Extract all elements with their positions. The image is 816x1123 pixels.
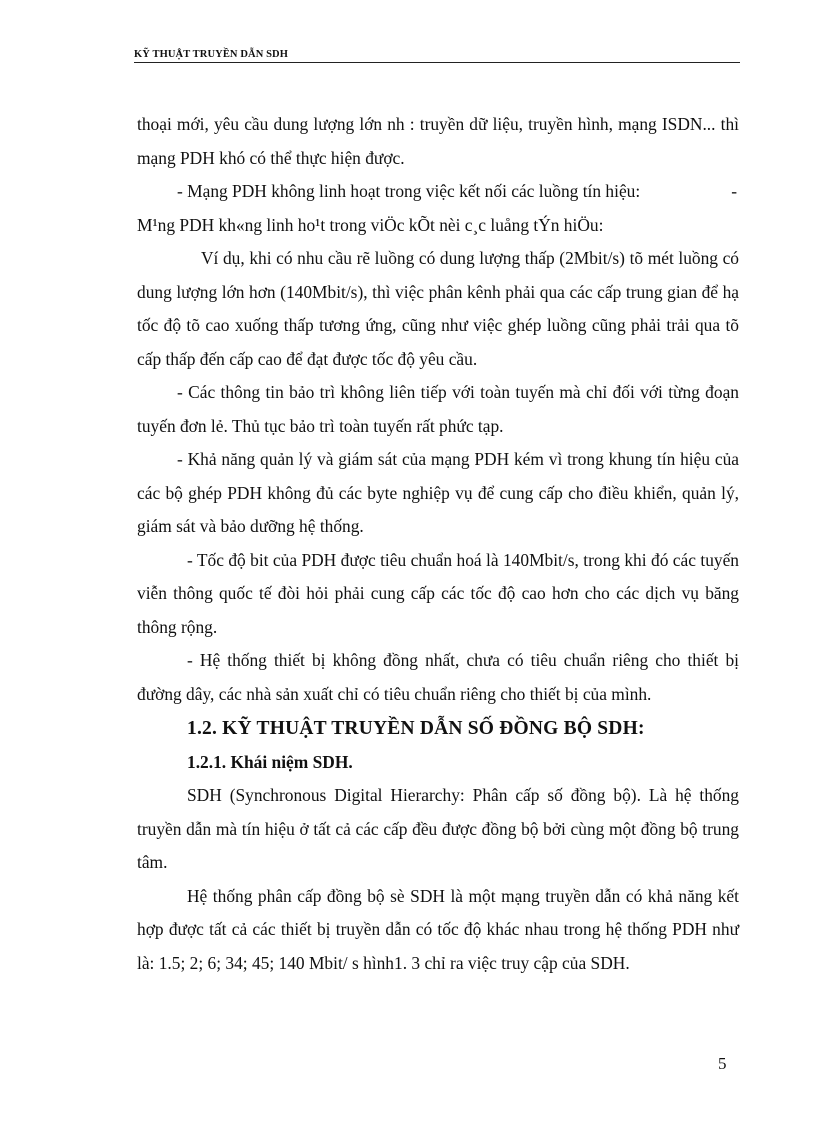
- trailing-dash: -: [731, 181, 737, 201]
- page-number: 5: [718, 1054, 727, 1073]
- subsection-heading: 1.2.1. Khái niệm SDH.: [187, 752, 353, 772]
- document-body: [137, 108, 739, 980]
- section-heading: 1.2. KỸ THUẬT TRUYỀN DẪN SỐ ĐỒNG BỘ SDH:: [187, 718, 645, 739]
- page-header: [134, 46, 740, 63]
- paragraph-management: - Khả năng quản lý và giám sát của mạng PDH kém vì trong khung tín hiệu của các bộ ghép PDH không đủ các byte nghiệp vụ để cung cấp cho điều khiển, quản lý, giám sát và bảo dưỡng hệ thống.: [137, 449, 739, 536]
- paragraph-example: Ví dụ, khi có nhu cầu rẽ luồng có dung lượng thấp (2Mbit/s) tõ mét luồng có dung lượng lớn hơn (140Mbit/s), thì việc phân kênh phải qua các cấp trung gian để hạ tốc độ tõ cao xuống thấp tương ứng, cũng như việc ghép luồng cũng phải trải qua tõ cấp thấp đến cấp cao để đạt được tốc độ yêu cầu.: [137, 248, 739, 369]
- header-title: KỸ THUẬT TRUYỀN DẪN SDH: [134, 49, 288, 60]
- paragraph-bitrate: - Tốc độ bit của PDH được tiêu chuẩn hoá là 140Mbit/s, trong khi đó các tuyến viễn thông quốc tế đòi hỏi phải cung cấp các tốc độ cao hơn cho các dịch vụ băng thông rộng.: [137, 549, 739, 637]
- paragraph-maintenance: - Các thông tin bảo trì không liên tiếp với toàn tuyến mà chỉ đối với từng đoạn tuyến đơn lẻ. Thủ tục bảo trì toàn tuyến rất phức tạp.: [137, 382, 739, 436]
- paragraph-garbled-font: M¹ng PDH kh«ng linh ho¹t trong viÖc kÕt nèi c¸c luång tÝn hiÖu:: [137, 214, 604, 235]
- paragraph-sdh-definition: SDH (Synchronous Digital Hierarchy: Phân cấp số đồng bộ). Là hệ thống truyền dẫn mà tín hiệu ở tất cả các cấp đều được đồng bộ bởi cùng một đồng bộ trung tâm.: [137, 785, 739, 872]
- paragraph-pdh-capacity: thoại mới, yêu cầu dung lượng lớn nh : truyền dữ liệu, truyền hình, mạng ISDN... thì mạng PDH khó có thể thực hiện được.: [137, 114, 739, 168]
- paragraph-pdh-inflexible: [137, 175, 739, 209]
- paragraph-pdh-inflexible-text: - Mạng PDH không linh hoạt trong việc kết nối các luồng tín hiệu:: [177, 181, 641, 201]
- paragraph-sdh-hierarchy: Hệ thống phân cấp đồng bộ sè SDH là một mạng truyền dẫn có khả năng kết hợp được tất cả các thiết bị truyền dẫn có tốc độ khác nhau trong hệ thống PDH như là: 1.5; 2; 6; 34; 45; 140 Mbit/ s hình1. 3 chỉ ra việc truy cập của SDH.: [137, 885, 739, 973]
- paragraph-equipment: - Hệ thống thiết bị không đồng nhất, chưa có tiêu chuẩn riêng cho thiết bị đường dây, các nhà sản xuất chỉ có tiêu chuẩn riêng cho thiết bị của mình.: [137, 650, 739, 704]
